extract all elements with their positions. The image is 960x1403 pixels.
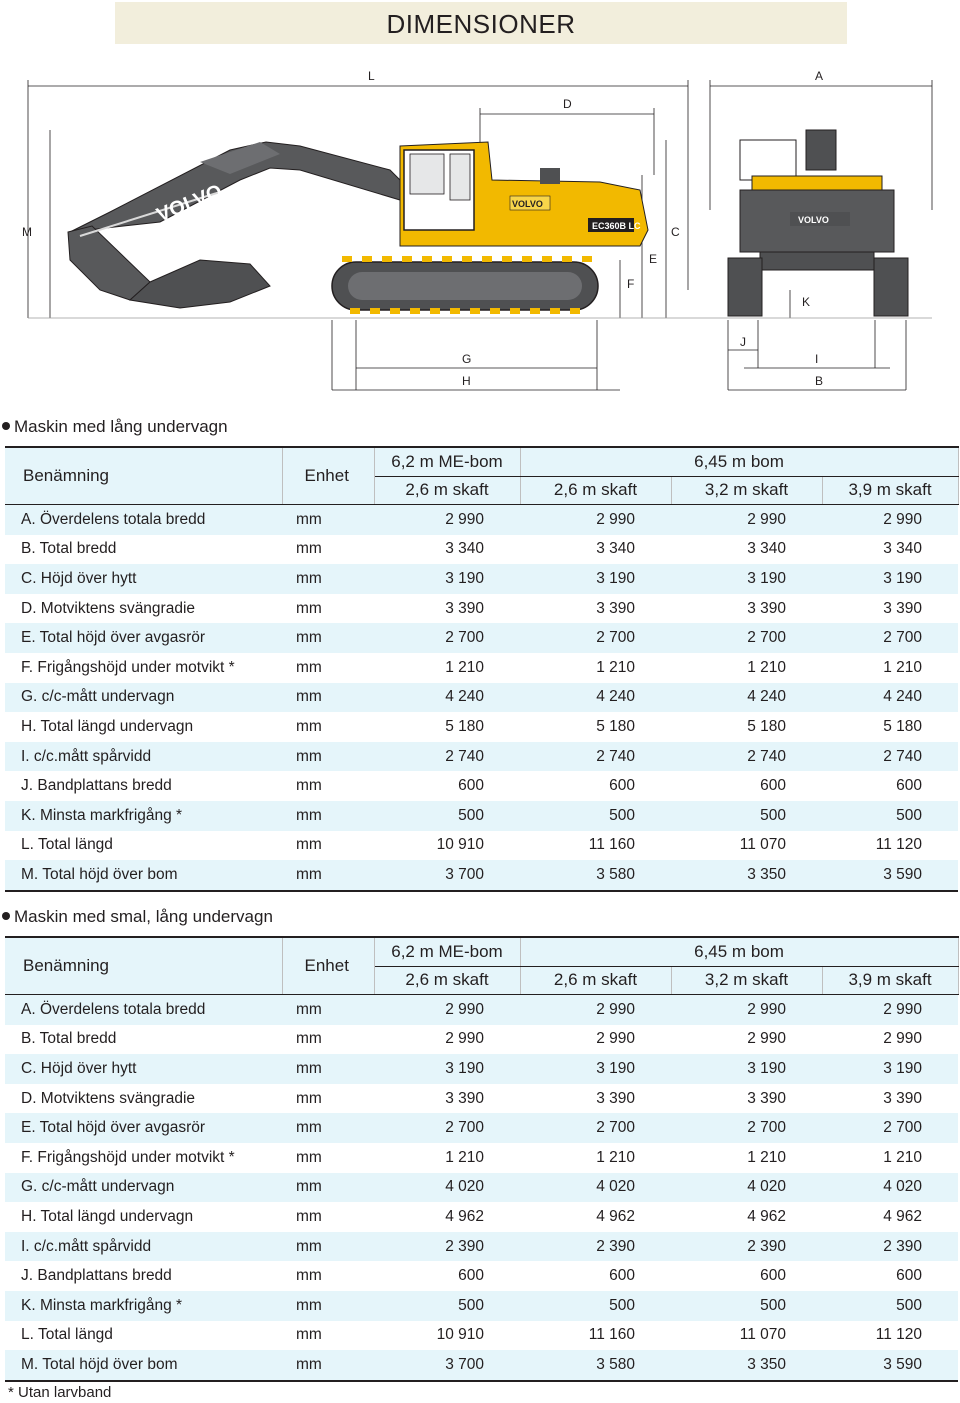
- header-sub: 2,6 m skaft: [374, 966, 520, 995]
- row-label: L. Total längd: [5, 1321, 282, 1351]
- row-label: F. Frigångshöjd under motvikt *: [5, 1143, 282, 1173]
- row-value: 1 210: [671, 653, 822, 683]
- boom-brand-text: VOLVO: [153, 180, 226, 227]
- header-benamning: Benämning: [5, 447, 282, 505]
- row-value: 3 190: [374, 564, 520, 594]
- table-row: [5, 831, 958, 861]
- dim-label-J: J: [740, 335, 746, 349]
- row-value: 3 190: [822, 564, 958, 594]
- row-unit: mm: [282, 831, 374, 861]
- row-value: 500: [520, 801, 671, 831]
- header-sub: 3,2 m skaft: [671, 966, 822, 995]
- row-unit: mm: [282, 1113, 374, 1143]
- table-row: [5, 771, 958, 801]
- section-heading-text: Maskin med lång undervagn: [14, 417, 228, 436]
- row-value: 3 190: [671, 1054, 822, 1084]
- row-value: 2 700: [671, 1113, 822, 1143]
- row-unit: mm: [282, 860, 374, 891]
- row-value: 2 990: [374, 1025, 520, 1055]
- row-label: H. Total längd undervagn: [5, 712, 282, 742]
- row-value: 4 962: [671, 1202, 822, 1232]
- row-unit: mm: [282, 1261, 374, 1291]
- table-row: [5, 653, 958, 683]
- row-value: 4 020: [822, 1173, 958, 1203]
- rear-brand-text: VOLVO: [798, 215, 829, 225]
- row-value: 500: [374, 1291, 520, 1321]
- row-value: 1 210: [374, 1143, 520, 1173]
- dim-label-I: I: [815, 352, 819, 366]
- row-value: 600: [374, 771, 520, 801]
- table-row: [5, 712, 958, 742]
- row-value: 1 210: [822, 653, 958, 683]
- row-unit: mm: [282, 535, 374, 565]
- row-label: L. Total längd: [5, 831, 282, 861]
- row-unit: mm: [282, 771, 374, 801]
- page-title: DIMENSIONER: [386, 9, 576, 39]
- row-label: E. Total höjd över avgasrör: [5, 1113, 282, 1143]
- row-value: 2 700: [671, 623, 822, 653]
- table-row: [5, 1350, 958, 1381]
- row-value: 2 740: [671, 742, 822, 772]
- row-value: 3 190: [671, 564, 822, 594]
- dim-label-C: C: [671, 225, 680, 239]
- row-value: 600: [671, 771, 822, 801]
- row-unit: mm: [282, 712, 374, 742]
- header-sub: 2,6 m skaft: [520, 476, 671, 505]
- dim-label-F: F: [627, 277, 635, 291]
- row-label: M. Total höjd över bom: [5, 1350, 282, 1381]
- row-value: 1 210: [520, 1143, 671, 1173]
- row-value: 3 580: [520, 1350, 671, 1381]
- row-value: 3 590: [822, 860, 958, 891]
- table-row: [5, 1291, 958, 1321]
- row-value: 2 990: [671, 995, 822, 1025]
- row-value: 500: [822, 801, 958, 831]
- dim-label-G: G: [462, 352, 472, 366]
- row-label: J. Bandplattans bredd: [5, 1261, 282, 1291]
- row-value: 2 390: [671, 1232, 822, 1262]
- row-value: 500: [520, 1291, 671, 1321]
- row-value: 3 700: [374, 860, 520, 891]
- row-value: 1 210: [671, 1143, 822, 1173]
- section-heading-narrow: [2, 907, 273, 927]
- row-value: 4 240: [822, 683, 958, 713]
- row-value: 2 700: [520, 1113, 671, 1143]
- dim-label-H: H: [462, 374, 471, 388]
- row-label: H. Total längd undervagn: [5, 1202, 282, 1232]
- rear-view: [728, 130, 908, 316]
- row-label: K. Minsta markfrigång *: [5, 801, 282, 831]
- section-heading-long: [2, 417, 228, 437]
- row-value: 3 190: [822, 1054, 958, 1084]
- row-label: E. Total höjd över avgasrör: [5, 623, 282, 653]
- spec-table-long: [5, 446, 959, 892]
- table-row: [5, 742, 958, 772]
- row-value: 600: [822, 771, 958, 801]
- table-row: [5, 683, 958, 713]
- row-value: 4 962: [520, 1202, 671, 1232]
- table-row: [5, 1261, 958, 1291]
- row-value: 3 580: [520, 860, 671, 891]
- dim-label-B: B: [815, 374, 824, 388]
- row-value: 1 210: [822, 1143, 958, 1173]
- row-value: 500: [671, 801, 822, 831]
- row-value: 2 700: [520, 623, 671, 653]
- row-value: 4 240: [520, 683, 671, 713]
- row-value: 600: [671, 1261, 822, 1291]
- row-value: 2 990: [671, 1025, 822, 1055]
- dim-label-E: E: [649, 252, 658, 266]
- row-unit: mm: [282, 683, 374, 713]
- table-row: [5, 535, 958, 565]
- row-value: 2 700: [374, 623, 520, 653]
- row-value: 3 390: [374, 1084, 520, 1114]
- row-value: 11 160: [520, 1321, 671, 1351]
- row-value: 11 070: [671, 831, 822, 861]
- row-unit: mm: [282, 742, 374, 772]
- row-value: 4 240: [671, 683, 822, 713]
- row-unit: mm: [282, 1173, 374, 1203]
- row-value: 10 910: [374, 831, 520, 861]
- bullet-icon: [2, 422, 10, 430]
- table-row: [5, 801, 958, 831]
- spec-table-body-long: [5, 505, 958, 891]
- row-unit: mm: [282, 1232, 374, 1262]
- row-value: 5 180: [671, 712, 822, 742]
- header-enhet: Enhet: [282, 447, 374, 505]
- row-value: 4 020: [671, 1173, 822, 1203]
- table-row: [5, 1054, 958, 1084]
- row-value: 5 180: [374, 712, 520, 742]
- row-label: G. c/c-mått undervagn: [5, 1173, 282, 1203]
- dim-label-L: L: [368, 69, 375, 83]
- row-value: 3 350: [671, 1350, 822, 1381]
- row-value: 2 990: [822, 1025, 958, 1055]
- row-label: D. Motviktens svängradie: [5, 594, 282, 624]
- row-label: D. Motviktens svängradie: [5, 1084, 282, 1114]
- row-value: 2 390: [822, 1232, 958, 1262]
- row-value: 2 390: [520, 1232, 671, 1262]
- row-label: F. Frigångshöjd under motvikt *: [5, 653, 282, 683]
- table-row: [5, 594, 958, 624]
- title-bar: [115, 2, 847, 44]
- row-value: 1 210: [374, 653, 520, 683]
- table-row: [5, 505, 958, 535]
- row-unit: mm: [282, 1291, 374, 1321]
- row-value: 3 190: [374, 1054, 520, 1084]
- row-value: 3 340: [671, 535, 822, 565]
- row-value: 600: [374, 1261, 520, 1291]
- row-unit: mm: [282, 623, 374, 653]
- row-value: 3 190: [520, 1054, 671, 1084]
- row-value: 3 340: [822, 535, 958, 565]
- header-group-me-bom: 6,2 m ME-bom: [374, 447, 520, 476]
- table-row: [5, 1173, 958, 1203]
- row-unit: mm: [282, 1202, 374, 1232]
- table-row: [5, 1202, 958, 1232]
- row-value: 2 990: [374, 995, 520, 1025]
- row-label: G. c/c-mått undervagn: [5, 683, 282, 713]
- row-value: 3 590: [822, 1350, 958, 1381]
- row-unit: mm: [282, 1321, 374, 1351]
- row-value: 2 740: [374, 742, 520, 772]
- row-unit: mm: [282, 564, 374, 594]
- row-value: 3 340: [374, 535, 520, 565]
- footnote: * Utan larvband: [8, 1384, 112, 1401]
- header-sub: 3,2 m skaft: [671, 476, 822, 505]
- row-value: 11 070: [671, 1321, 822, 1351]
- model-text: EC360B LC: [592, 221, 641, 231]
- header-sub: 2,6 m skaft: [520, 966, 671, 995]
- row-value: 3 190: [520, 564, 671, 594]
- table-row: [5, 1084, 958, 1114]
- row-value: 4 962: [374, 1202, 520, 1232]
- row-value: 3 390: [822, 594, 958, 624]
- header-group-me-bom: 6,2 m ME-bom: [374, 937, 520, 966]
- row-unit: mm: [282, 505, 374, 535]
- row-value: 600: [822, 1261, 958, 1291]
- row-value: 2 990: [671, 505, 822, 535]
- row-value: 3 390: [520, 594, 671, 624]
- header-sub: 3,9 m skaft: [822, 476, 958, 505]
- header-benamning: Benämning: [5, 937, 282, 995]
- body-brand-text: VOLVO: [512, 199, 543, 209]
- table-row: [5, 1321, 958, 1351]
- row-value: 4 962: [822, 1202, 958, 1232]
- table-row: [5, 1143, 958, 1173]
- table-row: [5, 564, 958, 594]
- bullet-icon: [2, 912, 10, 920]
- row-value: 11 120: [822, 1321, 958, 1351]
- row-value: 3 390: [822, 1084, 958, 1114]
- row-label: M. Total höjd över bom: [5, 860, 282, 891]
- row-value: 2 700: [374, 1113, 520, 1143]
- row-value: 4 240: [374, 683, 520, 713]
- spec-table-narrow: [5, 936, 959, 1382]
- row-unit: mm: [282, 1084, 374, 1114]
- row-value: 2 700: [822, 623, 958, 653]
- row-value: 5 180: [520, 712, 671, 742]
- header-group-bom: 6,45 m bom: [520, 937, 958, 966]
- row-unit: mm: [282, 1143, 374, 1173]
- row-label: I. c/c.mått spårvidd: [5, 742, 282, 772]
- row-value: 2 990: [520, 995, 671, 1025]
- spec-table-body-narrow: [5, 995, 958, 1381]
- row-value: 2 740: [822, 742, 958, 772]
- row-value: 3 700: [374, 1350, 520, 1381]
- excavator-dimension-diagram: [0, 50, 960, 400]
- row-value: 2 740: [520, 742, 671, 772]
- row-value: 10 910: [374, 1321, 520, 1351]
- row-value: 3 390: [671, 1084, 822, 1114]
- table-row: [5, 1232, 958, 1262]
- row-value: 600: [520, 1261, 671, 1291]
- row-value: 11 160: [520, 831, 671, 861]
- table-row: [5, 623, 958, 653]
- header-sub: 2,6 m skaft: [374, 476, 520, 505]
- dim-label-D: D: [563, 97, 572, 111]
- row-label: J. Bandplattans bredd: [5, 771, 282, 801]
- row-value: 2 700: [822, 1113, 958, 1143]
- row-value: 600: [520, 771, 671, 801]
- row-label: I. c/c.mått spårvidd: [5, 1232, 282, 1262]
- row-unit: mm: [282, 801, 374, 831]
- row-value: 11 120: [822, 831, 958, 861]
- row-label: C. Höjd över hytt: [5, 564, 282, 594]
- header-group-bom: 6,45 m bom: [520, 447, 958, 476]
- row-value: 500: [374, 801, 520, 831]
- table-row: [5, 1113, 958, 1143]
- dim-label-M: M: [22, 225, 32, 239]
- row-unit: mm: [282, 594, 374, 624]
- header-sub: 3,9 m skaft: [822, 966, 958, 995]
- row-unit: mm: [282, 653, 374, 683]
- row-value: 3 390: [374, 594, 520, 624]
- row-unit: mm: [282, 1054, 374, 1084]
- header-enhet: Enhet: [282, 937, 374, 995]
- row-value: 500: [822, 1291, 958, 1321]
- row-value: 2 390: [374, 1232, 520, 1262]
- row-unit: mm: [282, 1025, 374, 1055]
- row-value: 4 020: [520, 1173, 671, 1203]
- side-track: [332, 256, 598, 314]
- row-label: C. Höjd över hytt: [5, 1054, 282, 1084]
- row-value: 2 990: [822, 505, 958, 535]
- table-row: [5, 995, 958, 1025]
- row-unit: mm: [282, 1350, 374, 1381]
- row-label: B. Total bredd: [5, 1025, 282, 1055]
- row-value: 4 020: [374, 1173, 520, 1203]
- row-value: 1 210: [520, 653, 671, 683]
- row-value: 2 990: [822, 995, 958, 1025]
- dim-label-A: A: [815, 69, 824, 83]
- row-value: 500: [671, 1291, 822, 1321]
- upper-structure: [400, 142, 648, 246]
- row-unit: mm: [282, 995, 374, 1025]
- row-value: 3 390: [671, 594, 822, 624]
- row-value: 3 390: [520, 1084, 671, 1114]
- row-label: A. Överdelens totala bredd: [5, 505, 282, 535]
- row-label: A. Överdelens totala bredd: [5, 995, 282, 1025]
- table-row: [5, 1025, 958, 1055]
- row-value: 2 990: [520, 505, 671, 535]
- row-value: 5 180: [822, 712, 958, 742]
- row-value: 3 340: [520, 535, 671, 565]
- row-label: K. Minsta markfrigång *: [5, 1291, 282, 1321]
- row-value: 2 990: [520, 1025, 671, 1055]
- section-heading-text: Maskin med smal, lång undervagn: [14, 907, 273, 926]
- table-row: [5, 860, 958, 891]
- row-label: B. Total bredd: [5, 535, 282, 565]
- row-value: 2 990: [374, 505, 520, 535]
- row-value: 3 350: [671, 860, 822, 891]
- dim-label-K: K: [802, 295, 811, 309]
